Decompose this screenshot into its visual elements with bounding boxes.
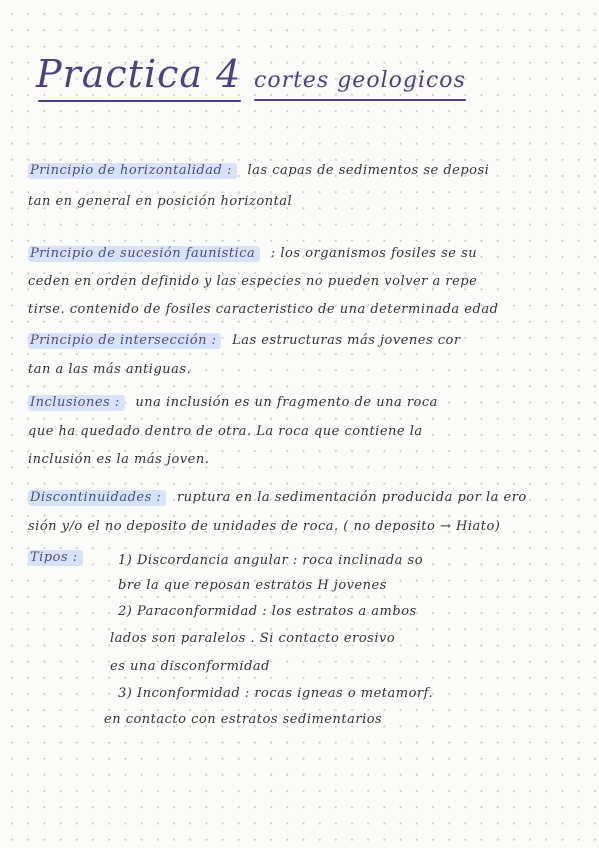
sucesion-text-2: ceden en orden definido y las especies no pueden volver a repe bbox=[28, 274, 478, 289]
sucesion-text-1: : los organismos fosiles se su bbox=[270, 246, 478, 261]
page-title bbox=[36, 52, 241, 96]
tipos-item-4: lados son paralelos . Si contacto erosivo bbox=[110, 631, 396, 646]
tipos-line bbox=[28, 550, 108, 566]
sucesion-term: Principio de sucesión faunistica bbox=[28, 246, 260, 262]
inclusiones-line-1 bbox=[28, 395, 576, 411]
inclusiones-term: Inclusiones : bbox=[28, 395, 125, 411]
horizontalidad-text-2: tan en general en posición horizontal bbox=[28, 194, 293, 209]
page-title-text: Practica 4 bbox=[36, 52, 242, 96]
page-subtitle bbox=[254, 68, 466, 93]
tipos-item-6: 3) Inconformidad : rocas igneas o metamorf. bbox=[118, 686, 434, 701]
interseccion-text-2: tan a las más antiguas. bbox=[28, 362, 192, 377]
discontinuidades-text-1: ruptura en la sedimentación producida por la ero bbox=[176, 490, 527, 505]
inclusiones-text-1: una inclusión es un fragmento de una roca bbox=[135, 395, 438, 410]
tipos-item-7: en contacto con estratos sedimentarios bbox=[104, 712, 383, 727]
inclusiones-text-2: que ha quedado dentro de otra. La roca que contiene la bbox=[28, 424, 423, 439]
interseccion-term: Principio de intersección : bbox=[28, 333, 221, 349]
discontinuidades-term: Discontinuidades : bbox=[28, 490, 166, 506]
interseccion-line-1 bbox=[28, 333, 576, 349]
tipos-item-1: 1) Discordancia angular : roca inclinada so bbox=[118, 553, 424, 568]
horizontalidad-text-1: las capas de sedimentos se deposi bbox=[247, 163, 490, 178]
horizontalidad-term: Principio de horizontalidad : bbox=[28, 163, 237, 179]
tipos-item-5: es una disconformidad bbox=[110, 659, 270, 674]
tipos-item-3: 2) Paraconformidad : los estratos a ambos bbox=[118, 604, 417, 619]
horizontalidad-line-1 bbox=[28, 163, 576, 179]
title-underline bbox=[38, 100, 241, 102]
inclusiones-text-3: inclusión es la más joven. bbox=[28, 452, 210, 467]
discontinuidades-text-2: sión y/o el no deposito de unidades de roca. ( no deposito → Hiato) bbox=[28, 519, 501, 534]
tipos-item-2: bre la que reposan estratos H jovenes bbox=[118, 578, 387, 593]
tipos-term: Tipos : bbox=[28, 550, 83, 566]
page-subtitle-text: cortes geologicos bbox=[254, 68, 466, 93]
interseccion-text-1: Las estructuras más jovenes cor bbox=[232, 333, 461, 348]
sucesion-line-1 bbox=[28, 246, 576, 262]
subtitle-underline bbox=[254, 99, 466, 101]
sucesion-text-3: tirse. contenido de fosiles caracteristico de una determinada edad bbox=[28, 302, 499, 317]
discontinuidades-line-1 bbox=[28, 490, 576, 506]
